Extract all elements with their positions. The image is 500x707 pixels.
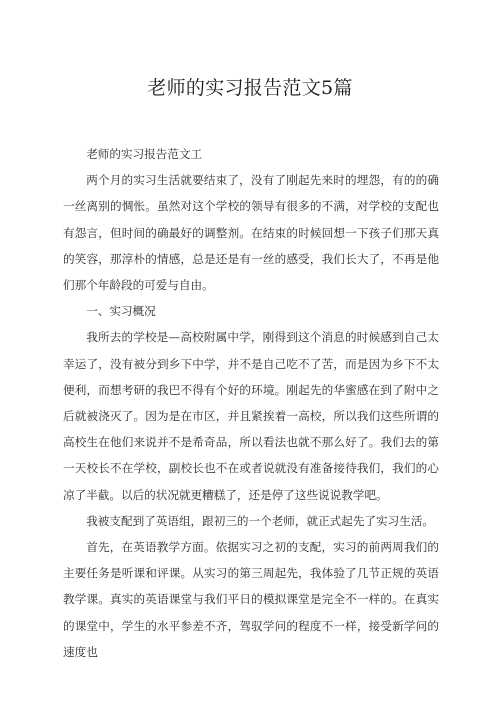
subtitle-paragraph: 老师的实习报告范文工 (86, 147, 203, 161)
body-paragraph: 两个月的实习生活就要结束了，没有了刚起先来时的埋怨，有的的确一丝离别的惆怅。虽然对这个学校的领导有很多的不满，对学校的支配也有怨言，但时间的确最好的调整剂。在结束的时候回想一下孩子们那天真的笑容，那淳朴的情感，总是还是有一丝的感受，我们长大了，不再是他们那个年龄段的可爱与自由。 (63, 173, 439, 293)
document-body (63, 141, 439, 665)
body-paragraph: 首先，在英语教学方面。依据实习之初的支配，实习的前两周我们的主要任务是听课和评课。从实习的第三周起先，我体验了几节正规的英语教学课。真实的英语课堂与我们平日的模拟课堂是完全不一样的。在真实的课堂中，学生的水平参差不齐，驾驭学问的程度不一样，接受新学问的速度也 (63, 540, 439, 659)
section-heading: 一、实习概况 (86, 304, 156, 319)
body-paragraph: 我被支配到了英语组，跟初三的一个老师，就正式起先了实习生活。 (86, 513, 435, 528)
document-title: 老师的实习报告范文5篇 (147, 77, 353, 99)
body-paragraph: 我所去的学校是—高校附属中学，刚得到这个消息的时候感到自己太幸运了，没有被分到乡下中学，并不是自己吃不了苦，而是因为乡下不太便利，而想考研的我巴不得有个好的环境。刚起先的华蜜感在到了附中之后就被浇灭了。因为是在市区，并且紧挨着一高校，所以我们这些所谓的高校生在他们来说并不是希奇品，所以看法也就不那么好了。我们去的第一天校长不在学校，副校长也不在或者说就没有准备接待我们，我们的心凉了半截。以后的状况就更糟糕了，还是停了这些说说教学吧。 (63, 330, 439, 502)
